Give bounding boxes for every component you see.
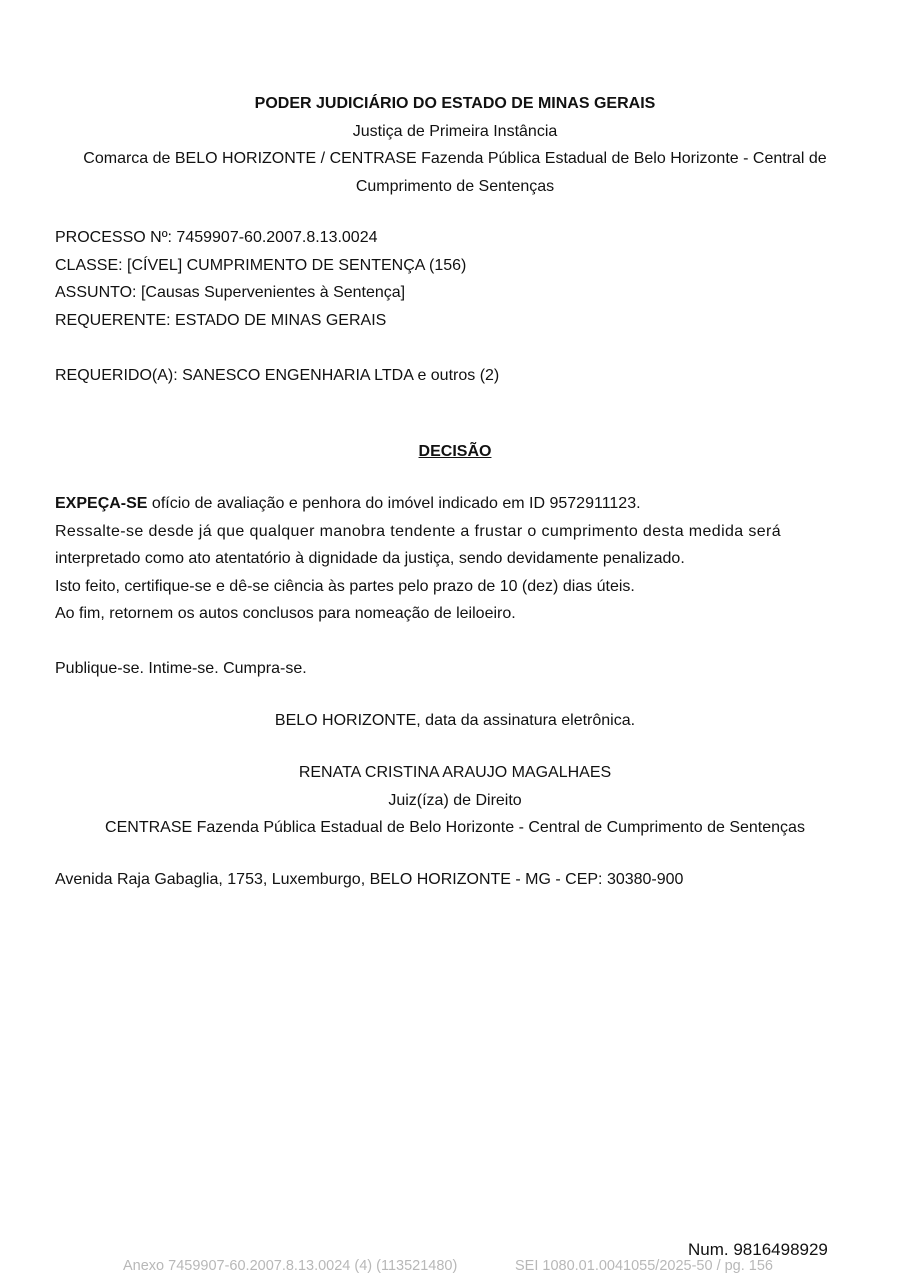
process-requerido: REQUERIDO(A): SANESCO ENGENHARIA LTDA e outros (2) bbox=[55, 367, 500, 384]
decision-order-text: ofício de avaliação e penhora do imóvel indicado em ID 9572911123. bbox=[147, 495, 641, 512]
signature-role: Juiz(íza) de Direito bbox=[388, 792, 522, 809]
decision-paragraph-2-line-1: Ressalte-se desde já que qualquer manobra tendente a frustar o cumprimento desta medida será bbox=[55, 523, 782, 540]
decision-paragraph-4: Ao fim, retornem os autos conclusos para nomeação de leiloeiro. bbox=[55, 605, 516, 622]
signature-place-date: BELO HORIZONTE, data da assinatura eletrônica. bbox=[274, 712, 636, 729]
signature-court: CENTRASE Fazenda Pública Estadual de Belo Horizonte - Central de Cumprimento de Sentenças bbox=[105, 819, 805, 836]
process-class: CLASSE: [CÍVEL] CUMPRIMENTO DE SENTENÇA (156) bbox=[55, 257, 467, 274]
comarca-line-1: Comarca de BELO HORIZONTE / CENTRASE Fazenda Pública Estadual de Belo Horizonte - Central de bbox=[83, 150, 827, 167]
decision-paragraph-2-line-2: interpretado como ato atentatório à dignidade da justiça, sendo devidamente penalizado. bbox=[55, 550, 685, 567]
process-requerente: REQUERENTE: ESTADO DE MINAS GERAIS bbox=[55, 312, 387, 329]
process-subject: ASSUNTO: [Causas Supervenientes à Sentença] bbox=[55, 284, 406, 301]
court-title: PODER JUDICIÁRIO DO ESTADO DE MINAS GERAIS bbox=[254, 95, 656, 112]
decision-paragraph-3: Isto feito, certifique-se e dê-se ciência às partes pelo prazo de 10 (dez) dias úteis. bbox=[55, 578, 635, 595]
decision-order-keyword: EXPEÇA-SE bbox=[55, 495, 148, 512]
annex-reference: Anexo 7459907-60.2007.8.13.0024 (4) (113521480) bbox=[123, 1258, 458, 1274]
document-number: Num. 9816498929 bbox=[688, 1240, 828, 1259]
decision-paragraph-1 bbox=[55, 494, 855, 514]
court-instance: Justiça de Primeira Instância bbox=[352, 123, 558, 140]
sei-reference: SEI 1080.01.0041055/2025-50 / pg. 156 bbox=[515, 1258, 773, 1274]
decision-heading-wrap bbox=[55, 442, 855, 462]
signature-name: RENATA CRISTINA ARAUJO MAGALHAES bbox=[298, 764, 612, 781]
process-number: PROCESSO Nº: 7459907-60.2007.8.13.0024 bbox=[55, 229, 378, 246]
court-address: Avenida Raja Gabaglia, 1753, Luxemburgo, BELO HORIZONTE - MG - CEP: 30380-900 bbox=[55, 871, 684, 888]
comarca-line-2: Cumprimento de Sentenças bbox=[355, 178, 555, 195]
decision-closing: Publique-se. Intime-se. Cumpra-se. bbox=[55, 660, 307, 677]
decision-heading: DECISÃO bbox=[418, 443, 492, 460]
